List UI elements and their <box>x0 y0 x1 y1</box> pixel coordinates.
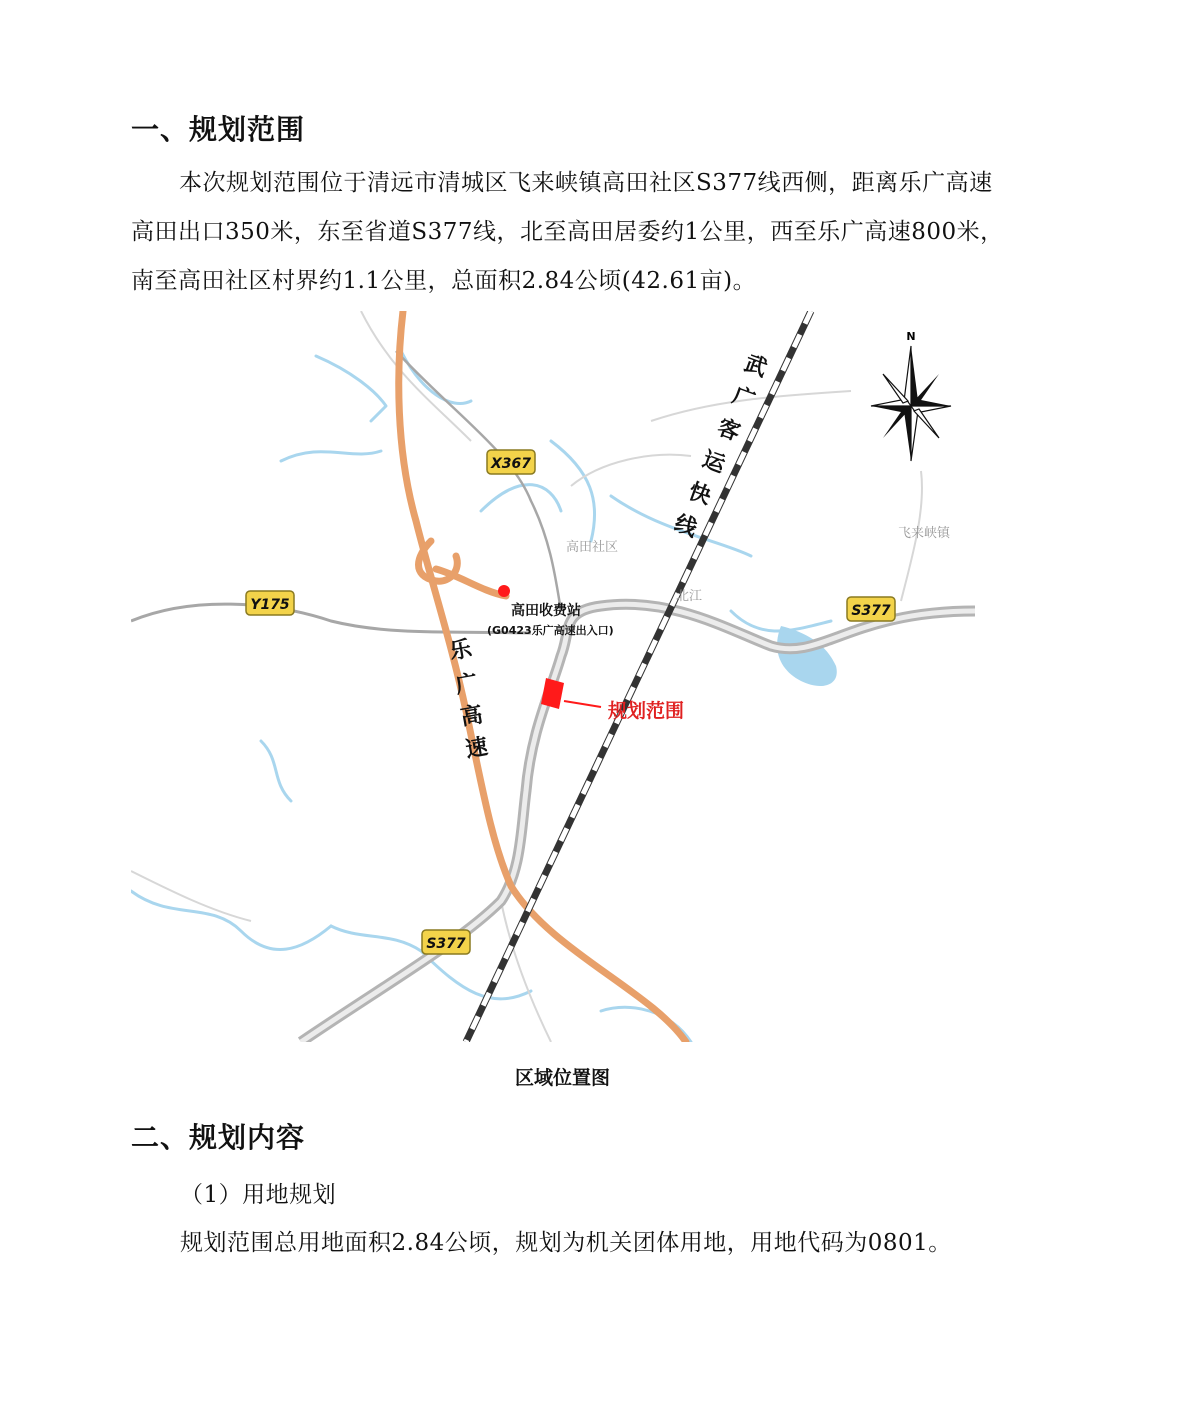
railway <box>463 311 811 1042</box>
svg-text:广: 广 <box>728 383 759 415</box>
svg-text:武: 武 <box>740 351 771 383</box>
place-label-river: 北江 <box>676 589 703 604</box>
svg-text:客: 客 <box>713 415 744 447</box>
toll-station-marker <box>498 585 510 597</box>
road-shield-s377-east <box>847 597 895 621</box>
svg-text:乐: 乐 <box>447 636 474 665</box>
y175-road <box>131 604 531 633</box>
svg-text:Y175: Y175 <box>250 597 290 613</box>
svg-text:线: 线 <box>670 511 701 543</box>
section1-paragraph: 本次规划范围位于清远市清城区飞来峡镇高田社区S377线西侧，距离乐广高速高田出口350米，东至省道S377线，北至高田居委约1公里，西至乐广高速800米，南至高田社区村界约1.1公里，总面积2.84公顷(42.61亩)。 <box>131 170 1004 294</box>
svg-text:速: 速 <box>463 734 490 763</box>
compass-north-label: N <box>906 330 916 343</box>
map-caption: 区域位置图 <box>514 1067 610 1089</box>
compass-icon <box>871 330 951 461</box>
planning-area-label: 规划范围 <box>608 700 685 722</box>
railway-label <box>671 351 770 542</box>
road-shield-s377-south <box>422 930 470 954</box>
planning-area-marker <box>541 678 564 709</box>
svg-text:快: 快 <box>684 479 715 511</box>
location-map <box>131 311 975 1042</box>
section1-heading: 一、规划范围 <box>131 113 306 146</box>
place-label-town: 飞来峡镇 <box>898 526 951 541</box>
svg-text:S377: S377 <box>426 936 466 952</box>
svg-text:高: 高 <box>458 702 485 731</box>
svg-text:S377: S377 <box>851 603 891 619</box>
road-shield-y175 <box>246 591 294 615</box>
section2-paragraph: 规划范围总用地面积2.84公顷，规划为机关团体用地，用地代码为0801。 <box>180 1230 952 1256</box>
toll-station-note: (G0423乐广高速出入口) <box>487 624 614 637</box>
section2-heading: 二、规划内容 <box>131 1121 306 1154</box>
place-label-community: 高田社区 <box>566 540 619 555</box>
road-shield-x367 <box>487 450 535 474</box>
svg-text:X367: X367 <box>490 456 532 472</box>
expressway-label <box>448 636 490 763</box>
svg-text:广: 广 <box>453 670 480 699</box>
svg-text:运: 运 <box>698 447 729 479</box>
planning-area-leader <box>564 701 601 707</box>
toll-station-label: 高田收费站 <box>511 603 581 619</box>
section2-subheading: （1）用地规划 <box>180 1182 337 1208</box>
